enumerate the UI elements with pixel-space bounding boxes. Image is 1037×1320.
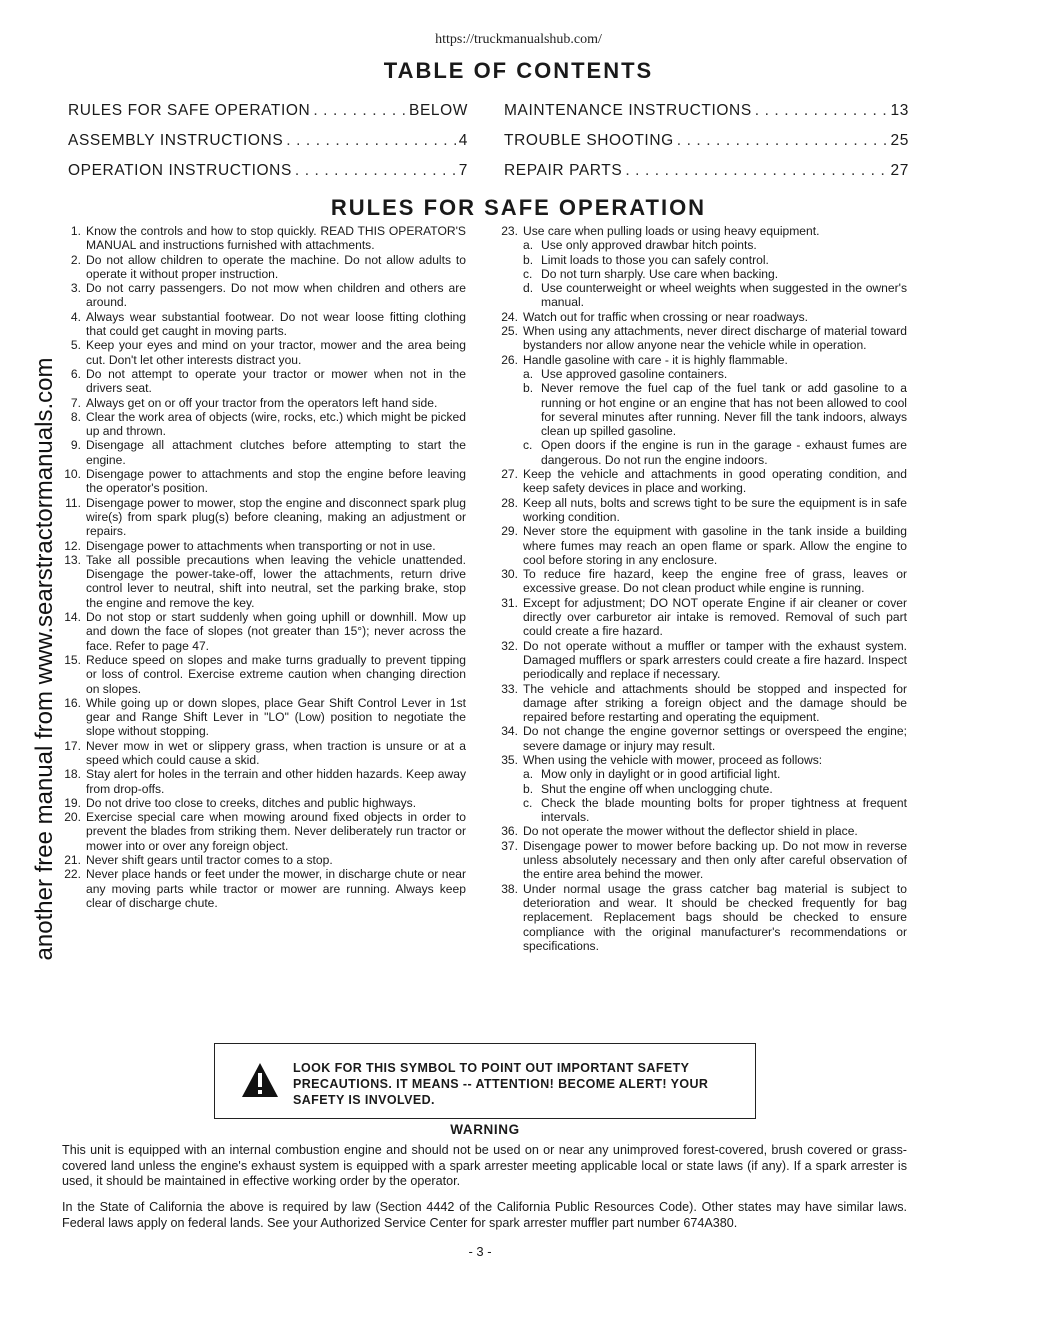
rule-item [493, 310, 907, 324]
rule-text: Reduce speed on slopes and make turns gradually to prevent tipping or loss of control. Exercise extreme caution when changing direction on slopes. [86, 652, 466, 696]
rule-item [56, 224, 466, 253]
rule-item [56, 310, 466, 339]
rule-item [56, 367, 466, 396]
rule-text: Disengage power to mower before backing up. Do not mow in reverse unless absolutely necessary and then only after careful observation of the entire area behind the mower. [523, 838, 907, 882]
toc-leader-dots [755, 102, 888, 120]
rule-subitem [523, 367, 907, 381]
rule-text: Under normal usage the grass catcher bag material is subject to deterioration and wear. It should be checked frequently for bag replacement. Replacement bags should be checked to ensure compliance with the original manufacturer's recommendations or specifications. [523, 881, 907, 953]
rule-subitem [523, 782, 907, 796]
rule-number: 5. [70, 338, 81, 353]
rule-subitem-letter: b. [523, 781, 534, 796]
rule-text: Keep your eyes and mind on your tractor, mower and the area being cut. Don't let other interests distract you. [86, 338, 466, 367]
rule-item [493, 753, 907, 767]
rule-number: 38. [501, 881, 518, 896]
rule-item [56, 338, 466, 367]
toc-entry-page: 27 [890, 162, 909, 179]
rule-text: To reduce fire hazard, keep the engine free of grass, leaves or excessive grease. Do not clean product while engine is running. [523, 567, 907, 596]
toc-entry-page: 25 [890, 132, 909, 149]
rule-text: Do not change the engine governor settings or overspeed the engine; severe damage or injury may result. [523, 724, 907, 753]
warning-heading: WARNING [450, 1122, 520, 1137]
rule-number: 17. [64, 738, 81, 753]
rule-text: Do not drive too close to creeks, ditches and public highways. [86, 795, 417, 810]
rule-item [56, 610, 466, 653]
rule-text: Keep all nuts, bolts and screws tight to be sure the equipment is in safe working condition. [523, 495, 907, 524]
toc-entry-label: TROUBLE SHOOTING [504, 132, 674, 149]
rule-text: While going up or down slopes, place Gear Shift Control Lever in 1st gear and Range Shift Lever in "LO" (Low) position to negotiate the slope without stopping. [86, 695, 466, 739]
header-url: https://truckmanualshub.com/ [435, 32, 602, 47]
rule-item [493, 596, 907, 639]
rule-item [493, 467, 907, 496]
rule-subitem-letter: b. [523, 381, 534, 396]
rule-number: 9. [70, 438, 81, 453]
rule-subitem-text: Do not turn sharply. Use care when backing. [541, 266, 779, 281]
rule-text: Do not operate without a muffler or tamper with the exhaust system. Damaged mufflers or spark arresters could create a fire hazard. Inspect periodically and replace if necessary. [523, 638, 907, 682]
toc-leader-dots [286, 132, 455, 150]
toc-entry-label: REPAIR PARTS [504, 162, 623, 179]
toc-left-column [68, 90, 468, 180]
rule-item [493, 639, 907, 682]
rule-number: 21. [64, 853, 81, 868]
rule-number: 3. [70, 281, 81, 296]
toc-entry-page: 13 [890, 102, 909, 119]
page-number: - 3 - [468, 1244, 492, 1259]
rule-text: Do not stop or start suddenly when going uphill or downhill. Mow up and down the face of slopes (not greater than 15°); never across the face. Refer to page 47. [86, 610, 466, 653]
rule-item [56, 539, 466, 553]
rule-text: Stay alert for holes in the terrain and other hidden hazards. Keep away from drop-offs. [86, 767, 466, 796]
rule-item [56, 796, 466, 810]
rule-item [56, 853, 466, 867]
rule-item [493, 724, 907, 753]
rule-subitem-text: Mow only in daylight or in good artificial light. [541, 767, 781, 782]
rule-subitem [523, 253, 907, 267]
rule-item [56, 281, 466, 310]
safety-symbol-text: LOOK FOR THIS SYMBOL TO POINT OUT IMPORTANT SAFETY PRECAUTIONS. IT MEANS -- ATTENTION! BECOME ALERT! YOUR SAFETY IS INVOLVED. [293, 1061, 709, 1107]
rule-text: Keep the vehicle and attachments in good operating condition, and keep safety devices in place and working. [523, 467, 907, 496]
rule-item [56, 767, 466, 796]
rule-subitem-text: Never remove the fuel cap of the fuel tank or add gasoline to a running or hot engine or an engine that has not been allowed to cool for several minutes after running. Never fill the tank indoors, always clean up spilled gasoline. [541, 381, 907, 439]
toc-entry-label: OPERATION INSTRUCTIONS [68, 162, 292, 179]
rule-subitem-text: Use approved gasoline containers. [541, 366, 728, 381]
rule-subitem-letter: c. [523, 795, 533, 810]
rule-number: 13. [64, 552, 81, 567]
rule-subitem-text: Shut the engine off when unclogging chute. [541, 781, 773, 796]
rule-text: Disengage power to mower, stop the engine and disconnect spark plug wire(s) from spark plug(s) before cleaning, making an adjustment or repairs. [86, 495, 466, 539]
toc-leader-dots [677, 132, 888, 150]
rule-text: Know the controls and how to stop quickly. READ THIS OPERATOR'S MANUAL and instructions furnished with attachments. [86, 224, 466, 253]
rule-text: Watch out for traffic when crossing or near roadways. [523, 309, 808, 324]
rules-left-column [56, 224, 466, 910]
rule-number: 34. [501, 724, 518, 739]
rule-item [56, 739, 466, 768]
rule-text: Do not attempt to operate your tractor or mower when not in the drivers seat. [86, 366, 466, 396]
rule-number: 24. [501, 309, 518, 324]
rule-item [56, 253, 466, 282]
rule-item [493, 353, 907, 367]
toc-entry [504, 90, 909, 120]
toc-entry [68, 90, 468, 120]
rules-right-column [493, 224, 907, 953]
rule-number: 31. [501, 595, 518, 610]
toc-leader-dots [625, 162, 887, 180]
rule-text: When using the vehicle with mower, proceed as follows: [523, 752, 823, 767]
rule-text: Disengage all attachment clutches before attempting to start the engine. [86, 438, 466, 467]
rule-item [493, 882, 907, 953]
rule-number: 29. [501, 524, 518, 539]
rule-text: Never mow in wet or slippery grass, when traction is unsure or at a speed which could cause a skid. [86, 738, 466, 767]
rule-text: Take all possible precautions when leaving the vehicle unattended. Disengage the power-take-off, lower the attachments, return drive control lever to neutral, shift into neutral, set the parking brake, stop the engine and remove the key. [86, 552, 466, 610]
rule-text: Clear the work area of objects (wire, rocks, etc.) which might be picked up and thrown. [86, 409, 466, 439]
rule-subitem-letter: a. [523, 767, 534, 782]
rule-number: 36. [501, 824, 518, 839]
rule-number: 33. [501, 681, 518, 696]
rule-item [56, 553, 466, 610]
rule-subitem-text: Check the blade mounting bolts for proper tightness at frequent intervals. [541, 795, 907, 825]
safety-symbol-box [214, 1043, 756, 1119]
rule-item [493, 824, 907, 838]
toc-entry [504, 150, 909, 180]
side-watermark: another free manual from www.searstractormanuals.com [31, 357, 58, 961]
rule-number: 19. [64, 795, 81, 810]
rule-item [56, 410, 466, 439]
warning-paragraph-2: In the State of California the above is required by law (Section 4442 of the California Public Resources Code). Other states may have similar laws. Federal laws apply on federal lands. See your Authorized Service Center for spark arrester muffler part number 674A380. [62, 1200, 907, 1230]
rule-text: Disengage power to attachments and stop the engine before leaving the operator's position. [86, 467, 466, 496]
rule-text: The vehicle and attachments should be stopped and inspected for damage after striking a foreign object and the damage should be repaired before restarting and operating the equipment. [523, 681, 907, 725]
rule-item [56, 467, 466, 496]
rule-text: Always get on or off your tractor from the operators left hand side. [86, 395, 438, 410]
rules-title: RULES FOR SAFE OPERATION [330, 195, 707, 220]
rule-subitem [523, 438, 907, 467]
rule-item [56, 438, 466, 467]
warning-triangle-icon [241, 1062, 279, 1098]
rule-subitem [523, 267, 907, 281]
rule-number: 25. [501, 324, 518, 339]
rule-number: 4. [70, 309, 81, 324]
rule-subitem-letter: d. [523, 281, 534, 296]
rule-subitem-text: Use only approved drawbar hitch points. [541, 238, 757, 253]
rule-subitem-letter: c. [523, 438, 533, 453]
rule-item [493, 524, 907, 567]
rule-subitem-text: Open doors if the engine is run in the garage - exhaust fumes are dangerous. Do not run the engine indoors. [541, 438, 907, 467]
toc-entry [68, 150, 468, 180]
rule-text: Always wear substantial footwear. Do not wear loose fitting clothing that could get caught in moving parts. [86, 309, 466, 339]
rule-item [493, 839, 907, 882]
rule-item [56, 496, 466, 539]
rule-number: 10. [64, 467, 81, 482]
rule-item [493, 324, 907, 353]
rule-number: 14. [64, 610, 81, 625]
rule-text: Never place hands or feet under the mower, in discharge chute or near any moving parts while tractor or mower are running. Always keep clear of discharge chute. [86, 867, 466, 910]
rule-number: 35. [501, 752, 518, 767]
rule-text: Do not carry passengers. Do not mow when children and others are around. [86, 281, 466, 310]
rule-text: When using any attachments, never direct discharge of material toward bystanders nor allow anyone near the vehicle while in operation. [523, 324, 907, 353]
rule-number: 27. [501, 467, 518, 482]
toc-entry-page: BELOW [409, 102, 468, 119]
rule-number: 1. [70, 224, 81, 238]
rule-number: 32. [501, 638, 518, 653]
rule-text: Do not allow children to operate the machine. Do not allow adults to operate it without proper instruction. [86, 252, 466, 281]
rule-number: 28. [501, 495, 518, 510]
rule-number: 20. [64, 810, 81, 825]
rule-subitem-text: Use counterweight or wheel weights when suggested in the owner's manual. [541, 281, 907, 310]
rule-number: 23. [501, 224, 518, 238]
rule-item [493, 224, 907, 238]
rule-item [56, 396, 466, 410]
rule-number: 16. [64, 695, 81, 710]
rule-text: Use care when pulling loads or using heavy equipment. [523, 224, 820, 238]
rule-number: 2. [70, 252, 81, 267]
warning-paragraph-1: This unit is equipped with an internal combustion engine and should not be used on or near any unimproved forest-covered, brush covered or grass-covered land unless the engine's exhaust system is equipped with a spark arrester meeting applicable local or state laws (if any). If a spark arrester is used, it should be maintained in effective working order by the operator. [62, 1143, 907, 1188]
rule-subitem-text: Limit loads to those you can safely control. [541, 252, 769, 267]
rule-number: 18. [64, 767, 81, 782]
toc-entry-label: MAINTENANCE INSTRUCTIONS [504, 102, 752, 119]
rule-text: Never shift gears until tractor comes to a stop. [86, 853, 333, 868]
rule-number: 30. [501, 567, 518, 582]
rule-item [56, 810, 466, 853]
rule-subitem [523, 796, 907, 825]
rule-text: Never store the equipment with gasoline in the tank inside a building where fumes may reach an open flame or spark. Allow the engine to cool before storing in any enclosure. [523, 524, 907, 567]
rule-text: Exercise special care when mowing around fixed objects in order to prevent the blades from striking them. Never deliberately run tractor or mower into or over any foreign object. [86, 810, 466, 853]
rule-text: Except for adjustment; DO NOT operate Engine if air cleaner or cover directly over carburetor air intake is removed. Removal of such part could create a fire hazard. [523, 595, 907, 639]
rule-number: 22. [64, 867, 81, 882]
rule-text: Handle gasoline with care - it is highly flammable. [523, 352, 788, 367]
rule-item [56, 696, 466, 739]
rule-item [493, 567, 907, 596]
rule-text: Disengage power to attachments when transporting or not in use. [86, 538, 436, 553]
rule-subitem [523, 281, 907, 310]
rule-subitem-letter: c. [523, 266, 533, 281]
rule-item [493, 496, 907, 525]
rule-number: 11. [65, 495, 81, 510]
rule-subitem [523, 238, 907, 252]
rule-subitem [523, 767, 907, 781]
toc-leader-dots [295, 162, 456, 180]
rule-number: 6. [70, 366, 81, 381]
toc-entry [68, 120, 468, 150]
toc-entry-label: ASSEMBLY INSTRUCTIONS [68, 132, 284, 149]
rule-subitem-letter: a. [523, 238, 534, 253]
toc-leader-dots [313, 102, 406, 120]
rule-item [56, 867, 466, 910]
rule-number: 12. [64, 538, 81, 553]
rule-text: Do not operate the mower without the deflector shield in place. [523, 824, 858, 839]
rule-number: 26. [501, 352, 518, 367]
toc-entry-label: RULES FOR SAFE OPERATION [68, 102, 311, 119]
rule-item [493, 682, 907, 725]
rule-subitem-letter: b. [523, 252, 534, 267]
rule-number: 8. [70, 409, 81, 424]
rule-subitem-letter: a. [523, 366, 534, 381]
rule-number: 37. [501, 838, 518, 853]
toc-entry [504, 120, 909, 150]
rule-item [56, 653, 466, 696]
toc-entry-page: 4 [458, 132, 468, 149]
rule-number: 15. [64, 652, 81, 667]
toc-title: TABLE OF CONTENTS [383, 58, 654, 83]
rule-number: 7. [70, 395, 81, 410]
rule-subitem [523, 381, 907, 438]
toc-entry-page: 7 [458, 162, 468, 179]
toc-right-column [504, 90, 909, 180]
